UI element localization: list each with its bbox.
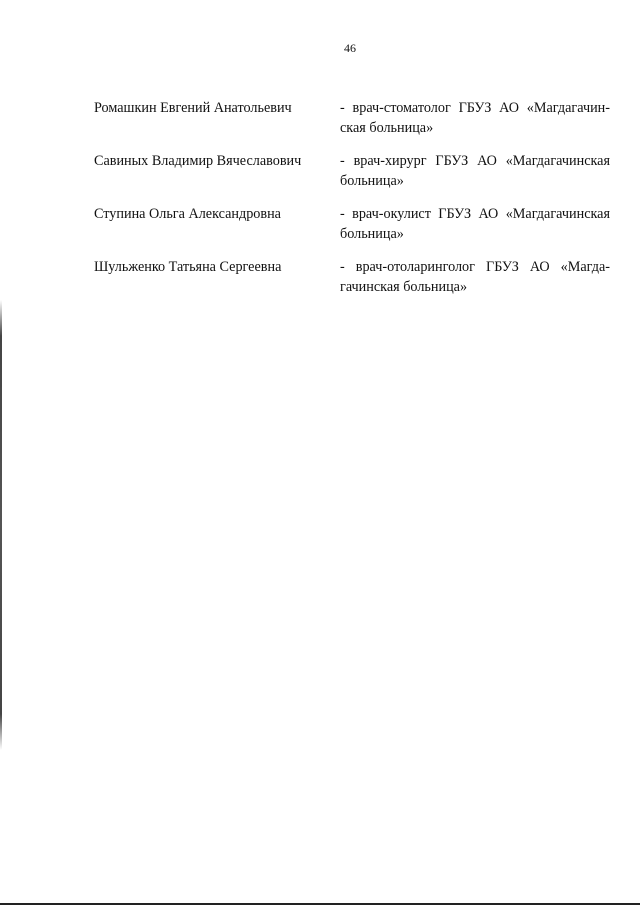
person-name: Ромашкин Евгений Анатольевич	[94, 100, 292, 116]
scan-edge-left	[0, 300, 2, 750]
person-name: Савиных Владимир Вячеславович	[94, 153, 302, 169]
position-line: гачинская больница»	[340, 279, 468, 295]
list-item	[94, 204, 610, 244]
person-position	[340, 257, 610, 297]
position-line: больница»	[340, 173, 404, 189]
person-position	[340, 151, 610, 191]
position-line: - врач-окулист ГБУЗ АО «Магдагачинская	[340, 206, 610, 222]
position-line: - врач-хирург ГБУЗ АО «Магдагачинская	[340, 153, 610, 169]
staff-list	[94, 98, 610, 297]
person-name: Шульженко Татьяна Сергеевна	[94, 259, 282, 275]
page-number: 46	[344, 41, 356, 55]
list-item	[94, 98, 610, 138]
person-position	[340, 204, 610, 244]
list-item	[94, 257, 610, 297]
position-line: больница»	[340, 226, 404, 242]
position-line: - врач-отоларинголог ГБУЗ АО «Магда-	[340, 259, 610, 275]
person-position	[340, 98, 610, 138]
list-item	[94, 151, 610, 191]
person-name: Ступина Ольга Александровна	[94, 206, 281, 222]
position-line: - врач-стоматолог ГБУЗ АО «Магдагачин-	[340, 100, 610, 116]
position-line: ская больница»	[340, 120, 434, 136]
